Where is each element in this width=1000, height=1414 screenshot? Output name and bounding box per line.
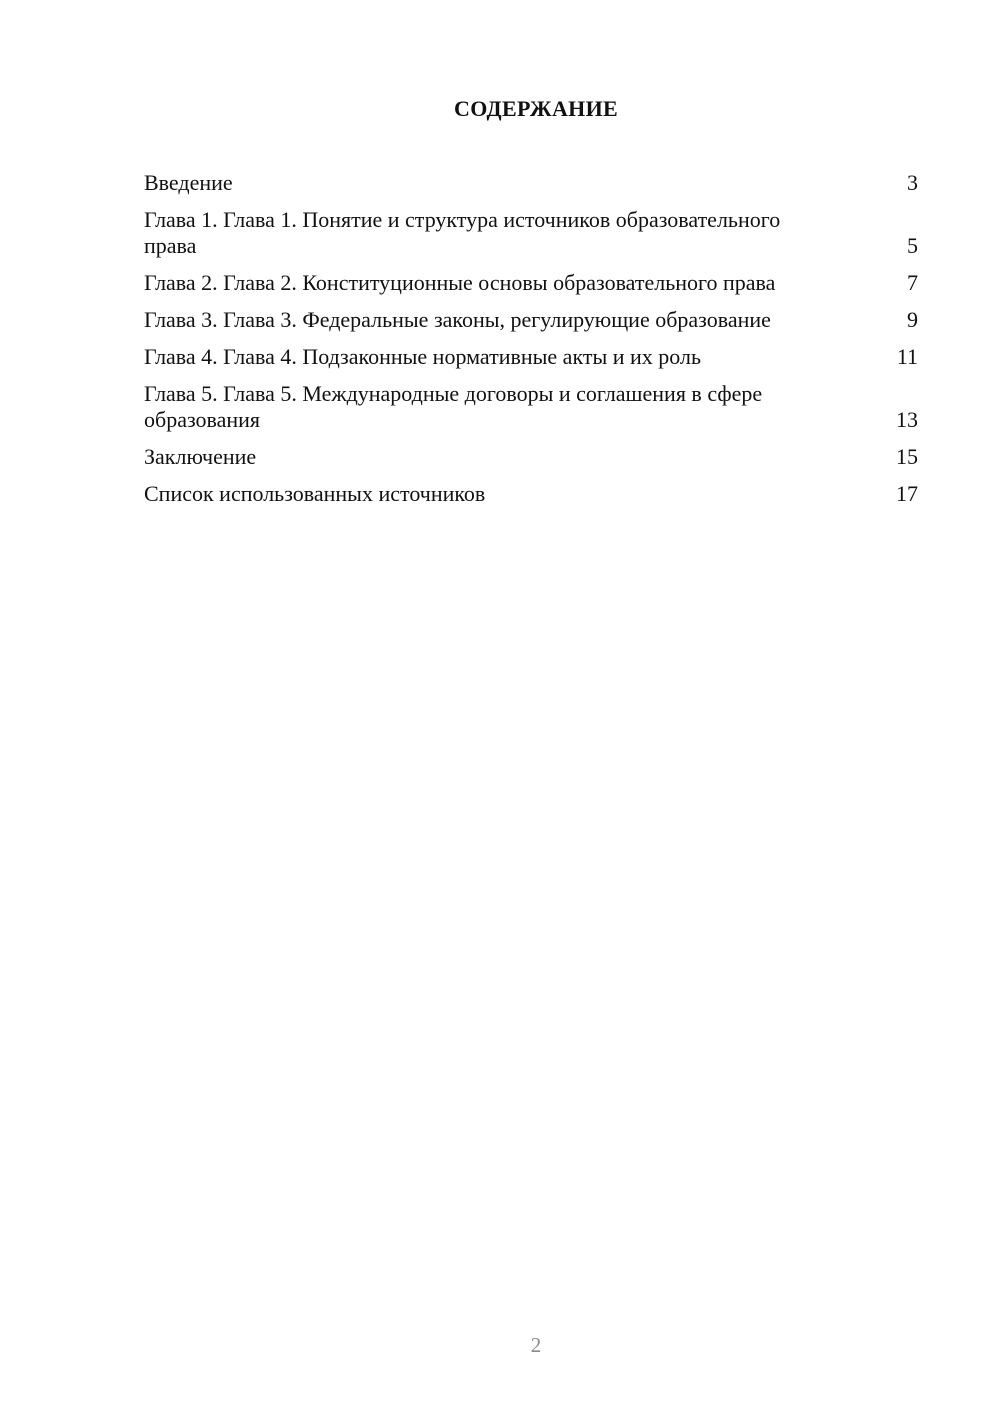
- toc-entry: [144, 481, 918, 507]
- toc-entry-title: Глава 3. Глава 3. Федеральные законы, регулирующие образование: [144, 307, 771, 332]
- toc-entry-title: Введение: [144, 170, 233, 195]
- toc-entry-title: Список использованных источников: [144, 481, 486, 506]
- toc-entry-title: Глава 4. Глава 4. Подзаконные нормативные акты и их роль: [144, 344, 702, 369]
- toc-entry-title: Глава 2. Глава 2. Конституционные основы образовательного права: [144, 270, 776, 295]
- toc-entry-page: 11: [896, 344, 918, 369]
- toc-entry-title: Заключение: [144, 444, 257, 469]
- toc-entry: [144, 344, 918, 370]
- page-title: СОДЕРЖАНИЕ: [454, 96, 618, 121]
- toc-entry-page: 13: [896, 407, 918, 432]
- toc-entry-page: 7: [907, 270, 918, 295]
- page-number: 2: [530, 1333, 542, 1357]
- toc-entry-page: 5: [907, 233, 918, 258]
- toc-entry-title: Глава 1. Глава 1. Понятие и структура источников образовательного права: [144, 207, 781, 258]
- toc-entry: [144, 270, 918, 296]
- toc-entry: [144, 307, 918, 333]
- toc-entry-page: 17: [896, 481, 918, 506]
- table-of-contents: [144, 170, 918, 518]
- toc-entry-title: Глава 5. Глава 5. Международные договоры и соглашения в сфере образования: [144, 381, 763, 432]
- toc-entry-page: 9: [907, 307, 918, 332]
- toc-entry: [144, 381, 918, 433]
- toc-entry: [144, 207, 918, 259]
- toc-entry: [144, 444, 918, 470]
- toc-entry-page: 15: [896, 444, 918, 469]
- toc-entry: [144, 170, 918, 196]
- toc-entry-page: 3: [907, 170, 918, 195]
